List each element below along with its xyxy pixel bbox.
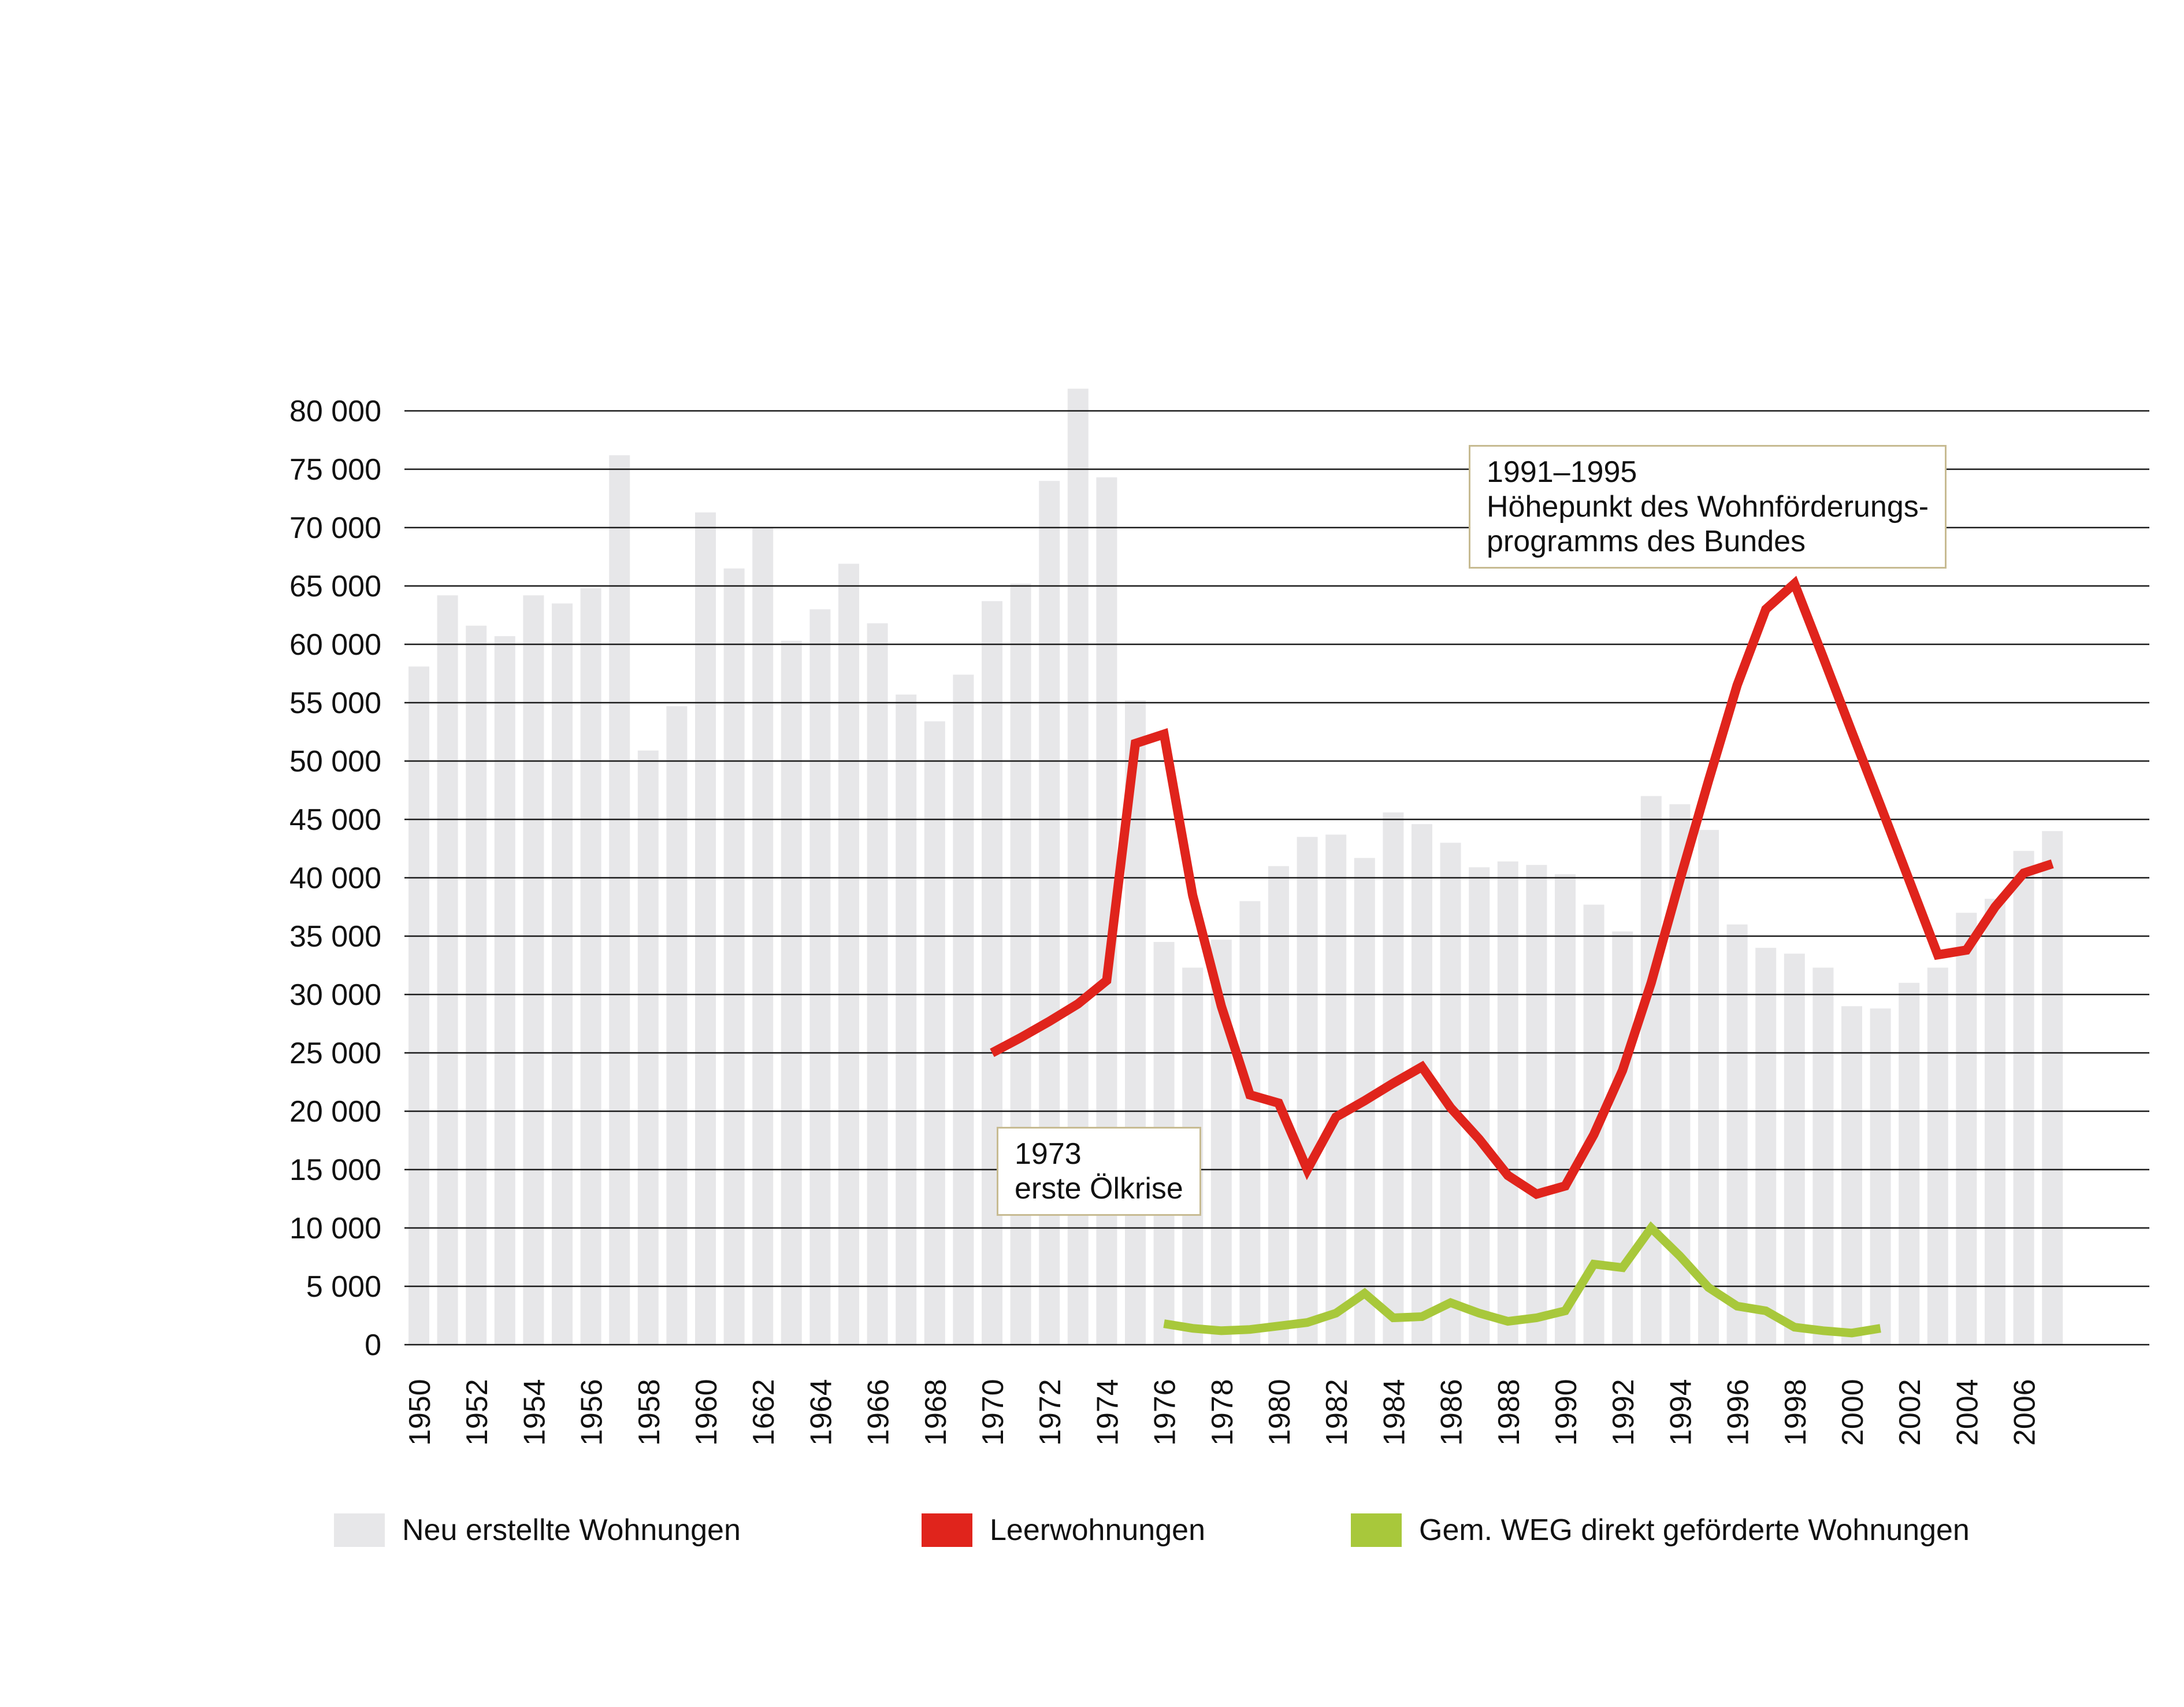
y-tick-label: 5 000 (306, 1270, 381, 1304)
y-tick-label: 25 000 (289, 1037, 381, 1070)
bar-1954 (523, 595, 544, 1345)
x-tick-label-1990: 1990 (1550, 1379, 1583, 1446)
bar-1959 (666, 706, 687, 1345)
y-tick-label: 0 (365, 1329, 381, 1362)
y-tick-label: 15 000 (289, 1153, 381, 1187)
bar-1957 (609, 455, 630, 1345)
y-tick-label: 35 000 (289, 920, 381, 953)
y-tick-label: 20 000 (289, 1095, 381, 1129)
x-tick-label-1980: 1980 (1263, 1379, 1297, 1446)
bar-1966 (867, 624, 888, 1345)
x-tick-label-2002: 2002 (1893, 1379, 1927, 1446)
legend-entry-weg (1351, 1507, 1970, 1553)
bar-1979 (1239, 901, 1260, 1345)
x-tick-label-1976: 1976 (1148, 1379, 1182, 1446)
x-tick-label-1996: 1996 (1721, 1379, 1755, 1446)
y-tick-label: 70 000 (289, 511, 381, 545)
bar-1989 (1526, 865, 1547, 1345)
bar-1995 (1698, 830, 1719, 1345)
x-tick-label-1992: 1992 (1607, 1379, 1641, 1446)
annotation-line: programms des Bundes (1487, 525, 1806, 558)
legend-label: Gem. WEG direkt geförderte Wohnungen (1419, 1513, 1970, 1547)
y-tick-label: 50 000 (289, 745, 381, 778)
legend-label: Neu erstellte Wohnungen (402, 1513, 741, 1547)
bar-1987 (1469, 867, 1490, 1345)
bar-1960 (695, 513, 716, 1345)
legend-entry-vacancies (922, 1507, 1205, 1553)
x-tick-label-1662: 1662 (747, 1379, 781, 1446)
bar-1970 (982, 601, 1002, 1345)
x-tick-label-1966: 1966 (861, 1379, 896, 1446)
annotation-funding-peak (1469, 445, 1947, 569)
annotation-oil-crisis (997, 1127, 1201, 1216)
y-tick-label: 40 000 (289, 862, 381, 895)
bar-1971 (1011, 584, 1031, 1345)
leerwohnungen-line (992, 584, 2052, 1194)
x-tick-label-1994: 1994 (1664, 1379, 1698, 1446)
annotation-line: 1991–1995 (1487, 455, 1637, 489)
y-tick-label: 55 000 (289, 686, 381, 720)
bar-2005 (1985, 899, 2005, 1345)
y-tick-label: 45 000 (289, 803, 381, 837)
x-tick-label-1986: 1986 (1435, 1379, 1469, 1446)
legend-swatch-vacancies (922, 1513, 972, 1547)
bar-1964 (809, 609, 830, 1345)
bar-1950 (408, 666, 429, 1345)
bar-1951 (437, 595, 458, 1345)
x-tick-label-2000: 2000 (1836, 1379, 1870, 1446)
bar-1955 (552, 603, 573, 1345)
y-tick-label: 65 000 (289, 570, 381, 603)
bar-1988 (1498, 862, 1518, 1345)
y-tick-label: 10 000 (289, 1212, 381, 1245)
bar-1958 (638, 751, 659, 1345)
bar-1967 (896, 695, 916, 1345)
y-tick-label: 60 000 (289, 628, 381, 662)
bar-1963 (781, 641, 802, 1345)
annotation-line: erste Ölkrise (1015, 1172, 1183, 1205)
bar-2003 (1927, 968, 1948, 1345)
x-tick-label-1972: 1972 (1034, 1379, 1068, 1446)
bar-2007 (2042, 831, 2063, 1345)
bar-1953 (495, 636, 515, 1345)
bar-1992 (1612, 932, 1633, 1345)
legend (0, 1507, 2184, 1553)
x-tick-label-1954: 1954 (518, 1379, 552, 1446)
bar-2006 (2014, 851, 2034, 1345)
bar-1952 (466, 626, 486, 1345)
y-tick-label: 75 000 (289, 453, 381, 487)
bar-1997 (1755, 948, 1776, 1345)
bar-1996 (1727, 925, 1748, 1345)
y-tick-label: 30 000 (289, 978, 381, 1012)
x-tick-label-1960: 1960 (690, 1379, 723, 1446)
bar-1969 (953, 675, 974, 1345)
bar-2000 (1841, 1006, 1862, 1345)
y-tick-label: 80 000 (289, 395, 381, 428)
x-tick-label-1958: 1958 (632, 1379, 666, 1446)
x-tick-label-1968: 1968 (919, 1379, 953, 1446)
x-tick-label-2006: 2006 (2008, 1379, 2042, 1446)
legend-swatch-bars (334, 1513, 385, 1547)
bar-2002 (1899, 983, 1919, 1345)
x-tick-label-1974: 1974 (1091, 1379, 1125, 1446)
bar-1999 (1812, 968, 1833, 1345)
x-tick-label-1998: 1998 (1778, 1379, 1812, 1446)
x-tick-label-1956: 1956 (575, 1379, 609, 1446)
bar-2004 (1956, 913, 1977, 1345)
bar-1982 (1325, 834, 1346, 1345)
x-tick-label-1988: 1988 (1492, 1379, 1526, 1446)
bar-1968 (924, 721, 945, 1345)
bar-1990 (1555, 874, 1576, 1345)
x-tick-label-1982: 1982 (1320, 1379, 1354, 1446)
bar-1956 (581, 588, 601, 1345)
x-tick-label-1978: 1978 (1205, 1379, 1239, 1446)
annotation-line: Höhepunkt des Wohnförderungs- (1487, 490, 1929, 524)
x-tick-label-1984: 1984 (1377, 1379, 1412, 1446)
x-tick-label-1970: 1970 (976, 1379, 1010, 1446)
x-tick-label-1950: 1950 (403, 1379, 437, 1446)
x-tick-label-1952: 1952 (460, 1379, 495, 1446)
legend-label: Leerwohnungen (990, 1513, 1205, 1547)
legend-swatch-weg (1351, 1513, 1402, 1547)
legend-entry-bars (334, 1507, 741, 1553)
annotation-line: 1973 (1015, 1137, 1082, 1171)
bar-2001 (1870, 1008, 1891, 1345)
x-tick-label-2004: 2004 (1951, 1379, 1985, 1446)
bar-1981 (1297, 837, 1318, 1345)
x-tick-label-1964: 1964 (804, 1379, 838, 1446)
